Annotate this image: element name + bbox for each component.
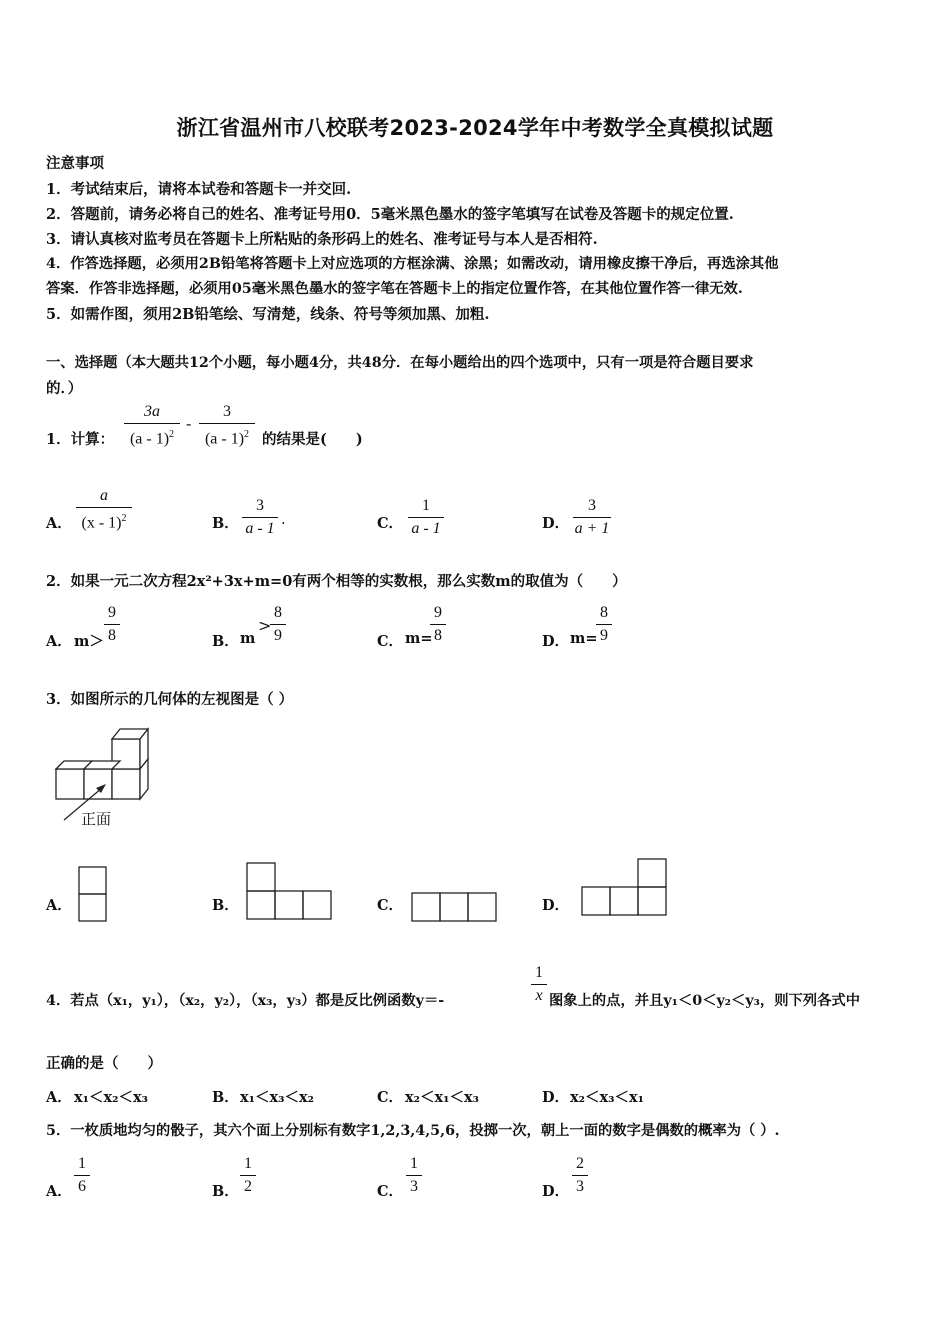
q5-option-c-label[interactable]: C． bbox=[377, 1183, 404, 1200]
q2-option-a-label[interactable]: A． bbox=[46, 633, 72, 650]
q2-option-c-fraction[interactable]: 9 8 bbox=[430, 603, 446, 646]
q3-option-a-figure[interactable] bbox=[78, 866, 108, 924]
q4-option-b-text[interactable]: x₁＜x₃＜x₂ bbox=[240, 1089, 314, 1106]
q5-option-a-label[interactable]: A． bbox=[46, 1183, 72, 1200]
q3-stem: 3．如图所示的几何体的左视图是（ ） bbox=[46, 691, 294, 708]
q4-option-d-label[interactable]: D． bbox=[542, 1089, 570, 1106]
q5-option-c-fraction[interactable]: 1 3 bbox=[406, 1154, 422, 1197]
notice-heading: 注意事项 bbox=[46, 155, 104, 172]
section-heading: 一、选择题（本大题共12个小题，每小题4分，共48分．在每小题给出的四个选项中，只有一项是符合题目要求 bbox=[46, 355, 754, 371]
q4-option-a-text[interactable]: x₁＜x₂＜x₃ bbox=[74, 1089, 148, 1106]
q2-option-c-label[interactable]: C． bbox=[377, 633, 404, 650]
q5-option-b-fraction[interactable]: 1 2 bbox=[240, 1154, 256, 1197]
notice-item: 2．答题前，请务必将自己的姓名、准考证号用0．5毫米黑色墨水的签字笔填写在试卷及答题卡的规定位置. bbox=[46, 206, 734, 223]
notice-item: 4．作答选择题，必须用2B铅笔将答题卡上对应选项的方框涂满、涂黑；如需改动，请用橡皮擦干净后，再选涂其他 bbox=[46, 256, 779, 272]
q4-option-c-label[interactable]: C． bbox=[377, 1089, 404, 1106]
q3-option-c-figure[interactable] bbox=[411, 892, 501, 924]
q1-prefix: 1．计算： bbox=[46, 431, 115, 448]
q1-suffix: 的结果是( ) bbox=[262, 431, 363, 448]
q3-option-b-label[interactable]: B． bbox=[212, 897, 239, 914]
q4-option-c-text[interactable]: x₂＜x₁＜x₃ bbox=[405, 1089, 479, 1106]
q3-option-b-figure[interactable] bbox=[246, 862, 334, 922]
notice-item: 答案．作答非选择题，必须用05毫米黑色墨水的签字笔在答题卡上的指定位置作答，在其他位置作答一律无效. bbox=[46, 281, 743, 297]
page-title: 浙江省温州市八校联考2023-2024学年中考数学全真模拟试题 bbox=[176, 116, 774, 140]
q2-option-c-pre: m= bbox=[405, 630, 433, 647]
q3-option-d-figure[interactable] bbox=[581, 858, 671, 918]
section-heading-cont: 的．） bbox=[46, 380, 83, 397]
q4-stem-line2: 正确的是（ ） bbox=[46, 1055, 162, 1072]
q5-option-b-label[interactable]: B． bbox=[212, 1183, 239, 1200]
q1-option-d-fraction[interactable]: 3 a + 1 bbox=[574, 497, 610, 537]
q2-stem: 2．如果一元二次方程2x²+3x+m=0有两个相等的实数根，那么实数m的取值为（ ） bbox=[46, 573, 627, 590]
q3-front-label: 正面 bbox=[81, 810, 112, 828]
q1-option-b-fraction[interactable]: 3 a - 1 bbox=[242, 496, 278, 539]
q3-option-d-label[interactable]: D． bbox=[542, 897, 570, 914]
q4-stem-post: 图象上的点，并且y₁＜0＜y₂＜y₃，则下列各式中 bbox=[549, 993, 860, 1009]
q4-fraction: 1 x bbox=[531, 963, 547, 1006]
q5-stem: 5．一枚质地均匀的骰子，其六个面上分别标有数字1,2,3,4,5,6，投掷一次，朝上一面的数字是偶数的概率为（ ）. bbox=[46, 1123, 780, 1139]
q1-option-d-label[interactable]: D． bbox=[542, 515, 570, 532]
q4-option-d-text[interactable]: x₂＜x₃＜x₁ bbox=[570, 1089, 644, 1106]
q5-option-d-fraction[interactable]: 2 3 bbox=[572, 1154, 588, 1197]
notice-item: 3．请认真核对监考员在答题卡上所粘贴的条形码上的姓名、准考证号与本人是否相符. bbox=[46, 231, 598, 248]
q1-option-b-label[interactable]: B． bbox=[212, 515, 239, 532]
q2-option-b-label[interactable]: B． bbox=[212, 633, 239, 650]
q4-stem-pre: 4．若点（x₁，y₁），（x₂，y₂），（x₃，y₃）都是反比例函数y＝- bbox=[46, 993, 445, 1009]
q1-fraction-1: 3a (a - 1)$^2$ bbox=[124, 402, 180, 449]
q4-option-b-label[interactable]: B． bbox=[212, 1089, 239, 1106]
q1-option-c-fraction[interactable]: 1 a - 1 bbox=[408, 496, 444, 539]
q3-option-c-label[interactable]: C． bbox=[377, 897, 404, 914]
q2-option-b-pre: m bbox=[240, 630, 256, 647]
q2-option-b-fraction[interactable]: 8 9 bbox=[270, 603, 286, 646]
q1-option-a-fraction[interactable]: a (x - 1)$^2$ bbox=[76, 486, 132, 533]
q2-option-a-pre: m＞ bbox=[74, 633, 104, 650]
q1-option-a-label[interactable]: A． bbox=[46, 515, 72, 532]
q4-option-a-label[interactable]: A． bbox=[46, 1089, 72, 1106]
q5-option-a-fraction[interactable]: 1 6 bbox=[74, 1154, 90, 1197]
q2-option-b-relation: > bbox=[258, 616, 272, 635]
q2-option-a-fraction[interactable]: 9 8 bbox=[104, 603, 120, 646]
q3-option-a-label[interactable]: A． bbox=[46, 897, 72, 914]
notice-item: 5．如需作图，须用2B铅笔绘、写清楚，线条、符号等须加黑、加粗. bbox=[46, 306, 490, 323]
notice-item: 1．考试结束后，请将本试卷和答题卡一并交回. bbox=[46, 181, 352, 198]
q2-option-d-pre: m= bbox=[570, 630, 598, 647]
q2-option-d-fraction[interactable]: 8 9 bbox=[596, 603, 612, 646]
q5-option-d-label[interactable]: D． bbox=[542, 1183, 570, 1200]
q1-fraction-2: 3 (a - 1)$^2$ bbox=[199, 402, 255, 449]
q1-minus: - bbox=[186, 414, 192, 433]
q1-option-c-label[interactable]: C． bbox=[377, 515, 404, 532]
q1-option-b-tail: . bbox=[281, 512, 286, 528]
q2-option-d-label[interactable]: D． bbox=[542, 633, 570, 650]
